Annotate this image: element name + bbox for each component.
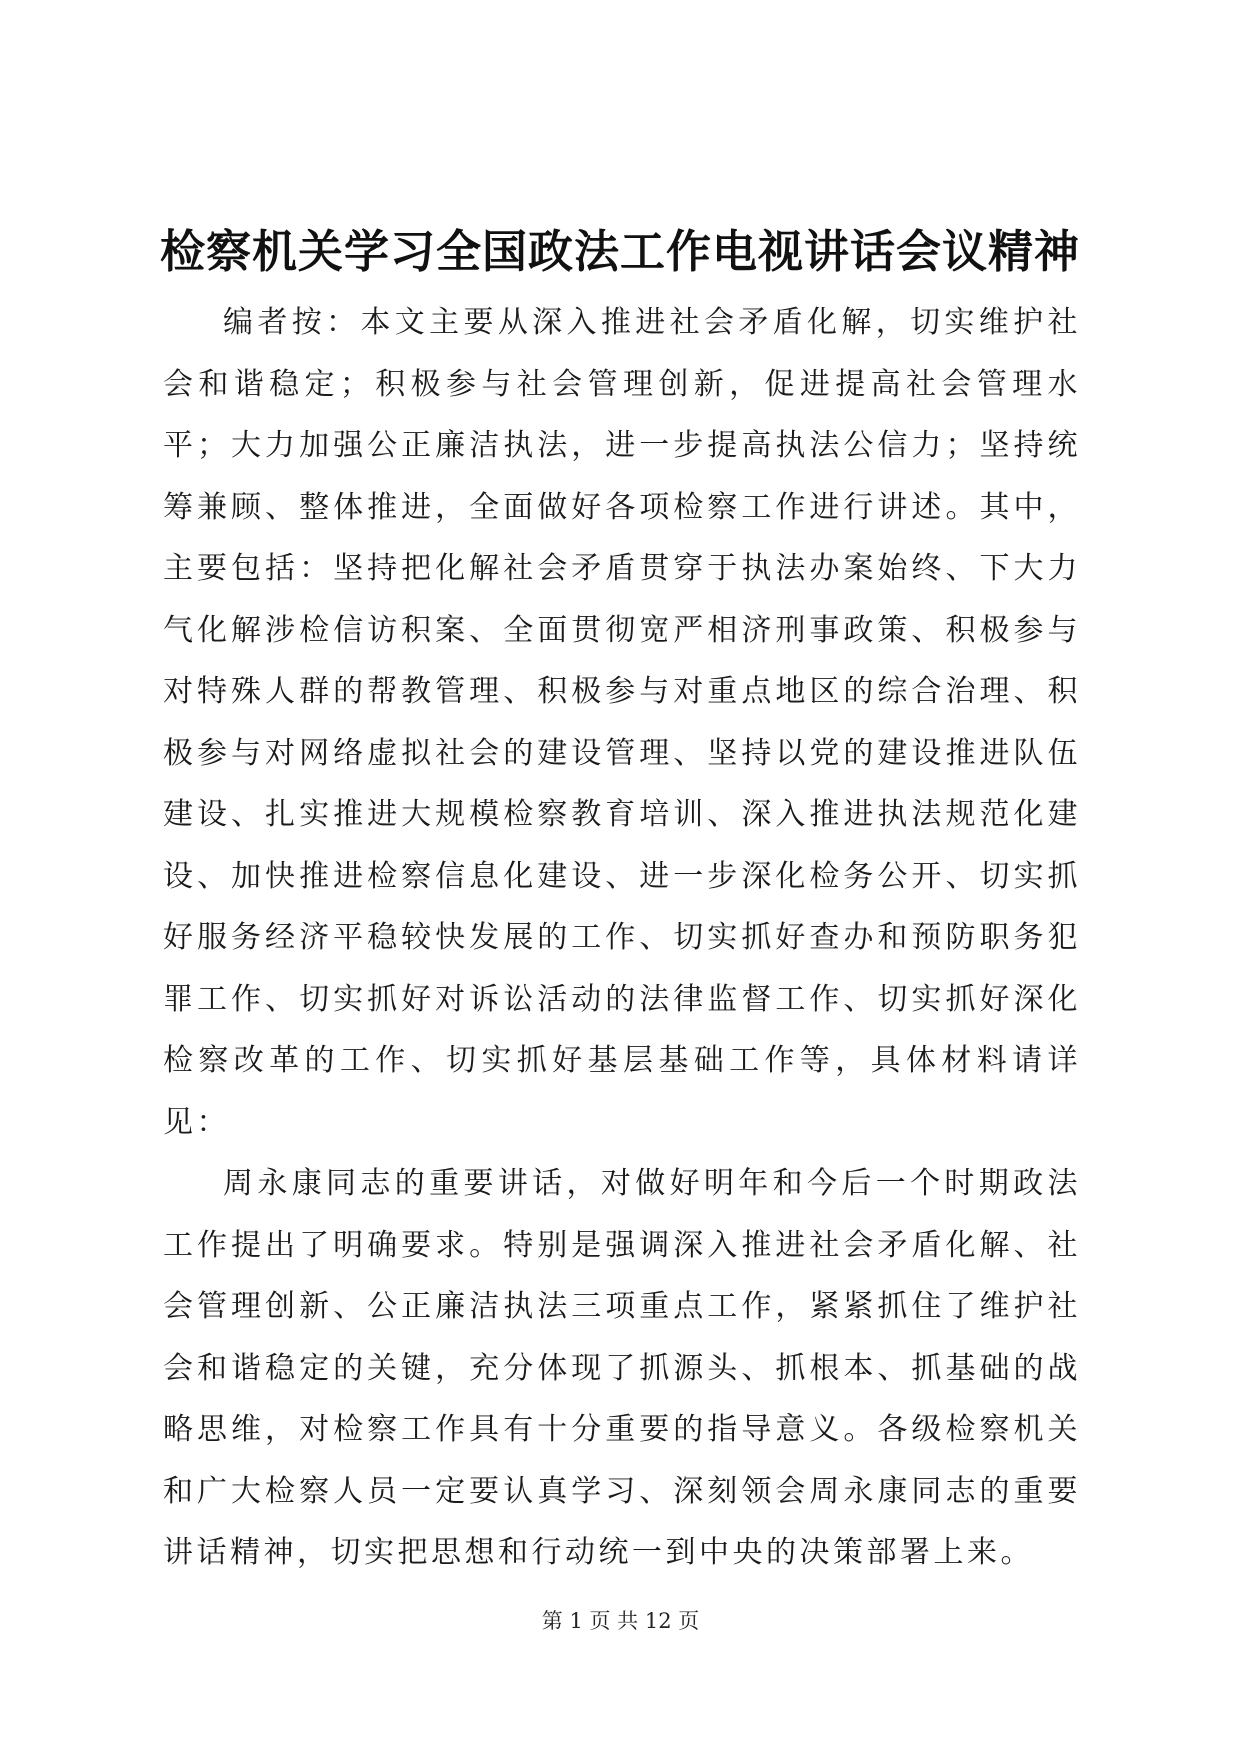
editor-note-paragraph: 编者按：本文主要从深入推进社会矛盾化解，切实维护社会和谐稳定；积极参与社会管理创新，促进提高社会管理水平；大力加强公正廉洁执法，进一步提高执法公信力；坚持统筹兼顾、整体推进，全面做好各项检察工作进行讲述。其中，主要包括：坚持把化解社会矛盾贯穿于执法办案始终、下大力气化解涉检信访积案、全面贯彻宽严相济刑事政策、积极参与对特殊人群的帮教管理、积极参与对重点地区的综合治理、积极参与对网络虚拟社会的建设管理、坚持以党的建设推进队伍建设、扎实推进大规模检察教育培训、深入推进执法规范化建设、加快推进检察信息化建设、进一步深化检务公开、切实抓好服务经济平稳较快发展的工作、切实抓好查办和预防职务犯罪工作、切实抓好对诉讼活动的法律监督工作、切实抓好深化检察改革的工作、切实抓好基层基础工作等，具体材料请详见： (163, 305, 1081, 1140)
body-paragraph: 周永康同志的重要讲话，对做好明年和今后一个时期政法工作提出了明确要求。特别是强调深入推进社会矛盾化解、社会管理创新、公正廉洁执法三项重点工作，紧紧抓住了维护社会和谐稳定的关键，充分体现了抓源头、抓根本、抓基础的战略思维，对检察工作具有十分重要的指导意义。各级检察机关和广大检察人员一定要认真学习、深刻领会周永康同志的重要讲话精神，切实把思想和行动统一到中央的决策部署上来。 (163, 1166, 1081, 1570)
page-number-footer: 第 1 页 共 12 页 (541, 1609, 700, 1633)
document-body (163, 292, 1081, 1584)
document-title: 检察机关学习全国政法工作电视讲话会议精神 (160, 225, 1081, 278)
